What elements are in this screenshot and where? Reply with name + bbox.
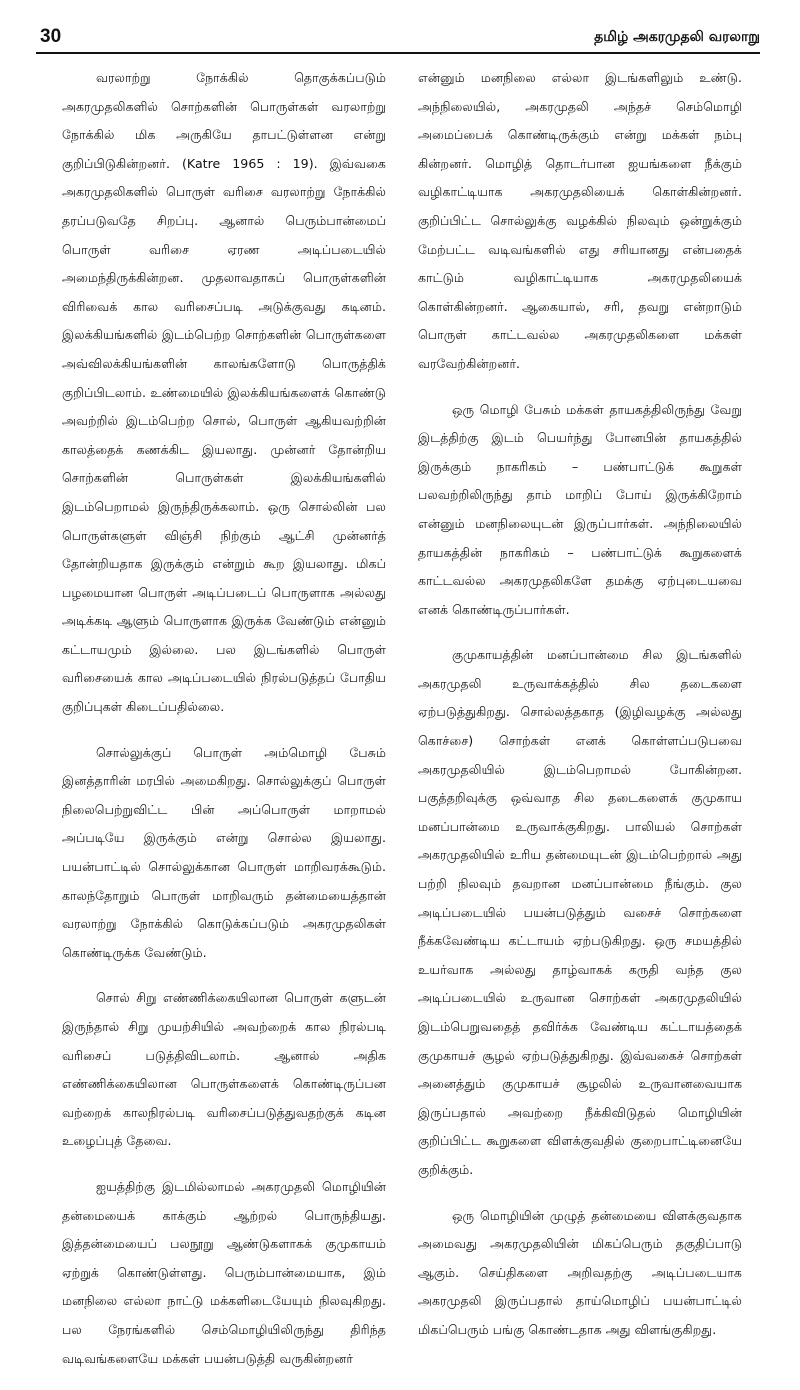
- paragraph: ஒரு மொழி பேசும் மக்கள் தாயகத்திலிருந்து வேறு இடத்திற்கு இடம் பெயர்ந்து போனபின் தாயகத்தில் இருக்கும் நாகரிகம் – பண்பாட்டுக் கூறுகள் பலவற்றிலிருந்து தாம் மாறிப் போய் இருக்கிறோம் என்னும் மனநிலையுடன் இருப்பார்கள். அந்நிலையில் தாயகத்தின் நாகரிகம் – பண்பாட்டுக் கூறுகளைக் காட்டவல்ல அகரமுதலிகளே தமக்கு ஏற்புடையவை எனக் கொண்டிருப்பார்கள்.: [418, 401, 742, 617]
- paragraph: வரலாற்று நோக்கில் தொகுக்கப்படும் அகரமுதலிகளில் சொற்களின் பொருள்கள் வரலாற்று நோக்கில் மிக அருகியே தாபட்டுள்ளன என்று குறிப்பிடுகின்றனர். (Katre 1965 : 19). இவ்வகை அகரமுதலிகளில் பொருள் வரிசை வரலாற்று நோக்கில் தரப்படுவதே சிறப்பு. ஆனால் பெரும்பான்மைப் பொருள் வரிசை ஏரண அடிப்படையில் அமைந்திருக்கின்றன. முதலாவதாகப் பொருள்களின் விரிவைக் கால வரிசைப்படி அடுக்குவது கடினம். இலக்கியங்களில் இடம்பெற்ற சொற்களின் பொருள்களை அவ்விலக்கியங்களின் காலங்களோடு பொருத்திக் குறிப்பிடலாம். உண்மையில் இலக்கியங்களைக் கொண்டு அவற்றில் இடம்பெற்ற சொல், பொருள் ஆகியவற்றின் காலத்தைக் கணக்கிட இயலாது. முன்னர் தோன்றிய சொற்களின் பொருள்கள் இலக்கியங்களில் இடம்பெறாமல் இருந்திருக்கலாம். ஒரு சொல்லின் பல பொருள்களுள் விஞ்சி நிற்கும் ஆட்சி முன்னர்த் தோன்றியதாக இருக்கும் என்றும் கூற இயலாது. மிகப் பழமையான பொருள் அடிப்படைப் பொருளாக அல்லது அடிக்கடி ஆளும் பொருளாக இருக்க வேண்டும் என்னும் கட்டாயமும் இல்லை. பல இடங்களில் பொருள் வரிசையைக் கால அடிப்படையில் நிரல்படுத்தப் போதிய குறிப்புகள் கிடைப்பதில்லை.: [62, 70, 386, 715]
- paragraph: சொல் சிறு எண்ணிக்கையிலான பொருள் களுடன் இருந்தால் சிறு முயற்சியில் அவற்றைக் கால நிரல்படி வரிசைப் படுத்திவிடலாம். ஆனால் அதிக எண்ணிக்கையிலான பொருள்களைக் கொண்டிருப்பன வற்றைக் காலநிரல்படி வரிசைப்படுத்துவதற்குக் கடின உழைப்புத் தேவை.: [62, 990, 386, 1149]
- running-title: தமிழ் அகரமுதலி வரலாறு: [594, 29, 760, 45]
- paragraph: ஐயத்திற்கு இடமில்லாமல் அகரமுதலி மொழியின் தன்மையைக் காக்கும் ஆற்றல் பொருந்தியது. இத்தன்மையைப் பலநூறு ஆண்டுகளாகக் குமுகாயம் ஏற்றுக் கொண்டுள்ளது. பெரும்பான்மையாக, இம் மனநிலை எல்லா நாட்டு மக்களிடையேயும் நிலவுகிறது. பல நேரங்களில் செம்மொழியிலிருந்து திரிந்த வடிவங்களையே மக்கள் பயன்படுத்தி வருகின்றனர்: [62, 1178, 386, 1366]
- paragraph: சொல்லுக்குப் பொருள் அம்மொழி பேசும் இனத்தாரின் மரபில் அமைகிறது. சொல்லுக்குப் பொருள் நிலைபெற்றுவிட்ட பின் அப்பொருள் மாறாமல் அப்படியே இருக்கும் என்று சொல்ல இயலாது. பயன்பாட்டில் சொல்லுக்கான பொருள் மாறிவரக்கூடும். காலந்தோறும் பொருள் மாறிவரும் தன்மையைத்தான் வரலாற்று நோக்கில் கொடுக்கப்படும் அகரமுதலிகள் கொண்டிருக்க வேண்டும்.: [62, 744, 386, 960]
- page-header: [36, 22, 760, 54]
- left-column: [62, 64, 386, 1390]
- paragraph: ஒரு மொழியின் முழுத் தன்மையை விளக்குவதாக அமைவது அகரமுதலியின் மிகப்பெரும் தகுதிப்பாடு ஆகும். செய்திகளை அறிவதற்கு அடிப்படையாக அகரமுதலி இருப்பதால் தாய்மொழிப் பயன்பாட்டில் மிகப்பெரும் பங்கு கொண்டதாக அது விளங்குகிறது.: [418, 1207, 742, 1337]
- paragraph: குமுகாயத்தின் மனப்பான்மை சில இடங்களில் அகரமுதலி உருவாக்கத்தில் சில தடைகளை ஏற்படுத்துகிறது. சொல்லத்தகாத (இழிவழக்கு அல்லது கொச்சை) சொற்கள் எனக் கொள்ளப்படுபவை அகரமுதலியில் இடம்பெறாமல் போகின்றன. பகுத்தறிவுக்கு ஒவ்வாத சில தடைகளைக் குமுகாய மனப்பான்மை உருவாக்குகிறது. பாலியல் சொற்கள் அகரமுதலியில் உரிய தன்மையுடன் இடம்பெற்றால் அது பற்றி நிலவும் தவறான மனப்பான்மை நீங்கும். குல அடிப்படையில் பயன்படுத்தும் வசைச் சொற்களை நீக்கவேண்டிய கட்டாயம் ஏற்படுகிறது. ஒரு சமயத்தில் உயர்வாக அல்லது தாழ்வாகக் கருதி வந்த குல அடிப்படையில் உருவான சொற்கள் அகரமுதலியில் இடம்பெறுவதைத் தவிர்க்க வேண்டிய கட்டாயத்தைக் குமுகாயச் சூழல் ஏற்படுத்துகிறது. இவ்வகைச் சொற்கள் அனைத்தும் குமுகாயச் சூழலில் உருவானவையாக இருப்பதால் அவற்றை நீக்கிவிடுதல் மொழியின் குறிப்பிட்ட கூறுகளை விளக்குவதில் குறைபாட்டினையே குறிக்கும்.: [418, 647, 742, 1177]
- right-column: [418, 64, 742, 1362]
- paragraph-continued: என்னும் மனநிலை எல்லா இடங்களிலும் உண்டு. அந்நிலையில், அகரமுதலி அந்தச் செம்மொழி அமைப்பைக் கொண்டிருக்கும் என்று மக்கள் நம்பு கின்றனர். மொழித் தொடர்பான ஐயங்களை நீக்கும் வழிகாட்டியாக அகரமுதலியைக் கொள்கின்றனர். குறிப்பிட்ட சொல்லுக்கு வழக்கில் நிலவும் ஒன்றுக்கும் மேற்பட்ட வடிவங்களில் எது சரியானது என்பதைக் காட்டும் வழிகாட்டியாக அகரமுதலியைக் கொள்கின்றனர். ஆகையால், சரி, தவறு என்றாடும் பொருள் காட்டவல்ல அகரமுதலிகளை மக்கள் வரவேற்கின்றனர்.: [418, 70, 742, 371]
- page-number: 30: [40, 26, 62, 47]
